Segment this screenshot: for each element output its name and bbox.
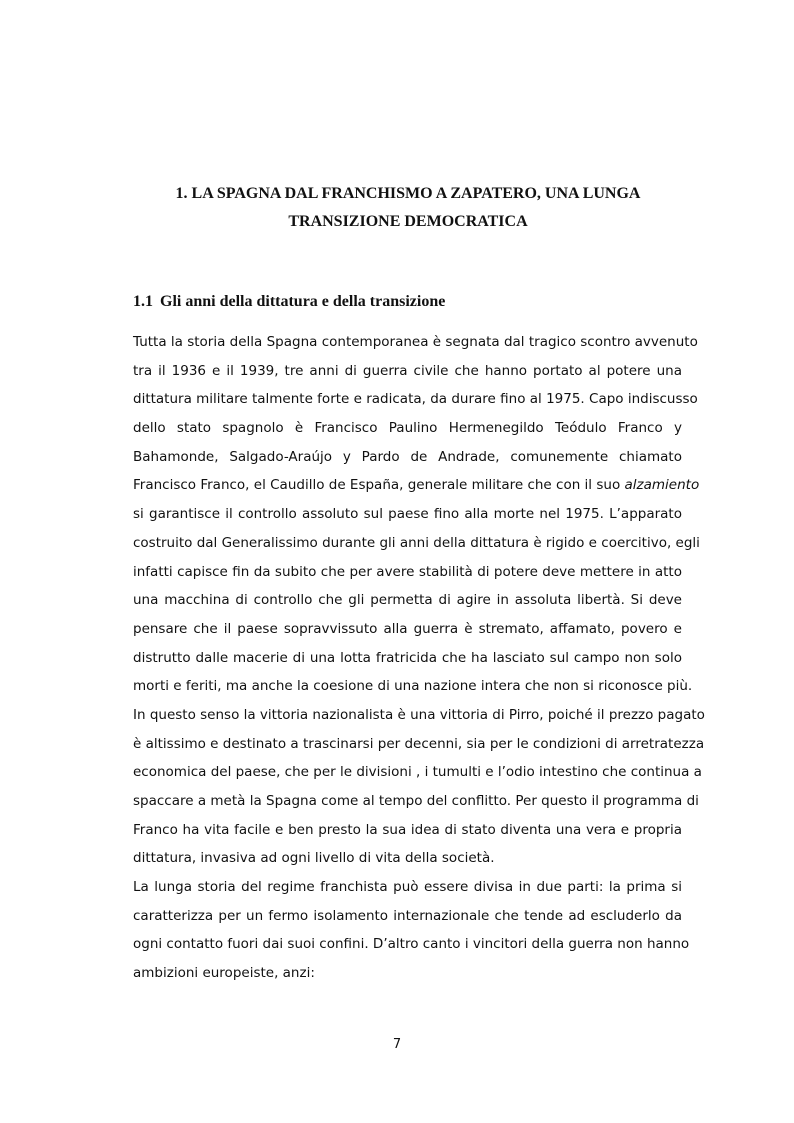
- text-line: è altissimo e destinato a trascinarsi per decenni, sia per le condizioni di arretratezza: [133, 735, 705, 752]
- chapter-title-line-2: TRANSIZIONE DEMOCRATICA: [288, 213, 528, 230]
- text-line: economica del paese, che per le divisioni , i tumulti e l’odio intestino che continua a: [133, 764, 702, 781]
- text-line: pensare che il paese sopravvissuto alla guerra è stremato, affamato, povero e: [133, 620, 682, 637]
- text-line: Franco ha vita facile e ben presto la sua idea di stato diventa una vera e propria: [133, 821, 682, 838]
- section-title: Gli anni della dittatura e della transizione: [160, 293, 446, 310]
- text-line: Bahamonde, Salgado-Araújo y Pardo de Andrade, comunemente chiamato: [133, 448, 682, 465]
- text-line: tra il 1936 e il 1939, tre anni di guerra civile che hanno portato al potere una: [133, 362, 682, 379]
- text-line: infatti capisce fin da subito che per avere stabilità di potere deve mettere in atto: [133, 563, 682, 580]
- text-line: caratterizza per un fermo isolamento internazionale che tende ad escluderlo da: [133, 907, 682, 924]
- text-line: una macchina di controllo che gli permetta di agire in assoluta libertà. Si deve: [133, 592, 682, 609]
- text-line: si garantisce il controllo assoluto sul paese fino alla morte nel 1975. L’apparato: [133, 506, 682, 523]
- chapter-title: [133, 180, 683, 236]
- section-heading: [133, 291, 683, 313]
- section-number: 1.1: [133, 293, 153, 310]
- text-line: ogni contatto fuori dai suoi confini. D’altro canto i vincitori della guerra non hanno: [133, 936, 690, 953]
- text-line: dittatura, invasiva ad ogni livello di vita della società.: [133, 850, 495, 867]
- text-line: La lunga storia del regime franchista può essere divisa in due parti: la prima si: [133, 879, 682, 896]
- text-line-start: Francisco Franco, el Caudillo de España, generale militare che con il suo: [133, 477, 625, 494]
- text-line: distrutto dalle macerie di una lotta fratricida che ha lasciato sul campo non solo: [133, 649, 682, 666]
- italic-term: alzamiento: [624, 477, 700, 494]
- chapter-title-line-1: 1. LA SPAGNA DAL FRANCHISMO A ZAPATERO, UNA LUNGA: [175, 185, 641, 202]
- text-line: dittatura militare talmente forte e radicata, da durare fino al 1975. Capo indiscusso: [133, 391, 698, 408]
- body-text: [133, 328, 705, 988]
- text-line: In questo senso la vittoria nazionalista è una vittoria di Pirro, poiché il prezzo pagato: [133, 706, 705, 723]
- page-number: 7: [392, 1037, 402, 1052]
- text-line: costruito dal Generalissimo durante gli anni della dittatura è rigido e coercitivo, egli: [133, 534, 700, 551]
- text-line: morti e feriti, ma anche la coesione di una nazione intera che non si riconosce più.: [133, 678, 693, 695]
- text-line: [133, 471, 700, 500]
- text-line: ambizioni europeiste, anzi:: [133, 965, 315, 982]
- text-line: spaccare a metà la Spagna come al tempo del conflitto. Per questo il programma di: [133, 793, 699, 809]
- text-line: Tutta la storia della Spagna contemporanea è segnata dal tragico scontro avvenuto: [133, 334, 698, 350]
- text-line: dello stato spagnolo è Francisco Paulino Hermenegildo Teódulo Franco y: [133, 420, 682, 437]
